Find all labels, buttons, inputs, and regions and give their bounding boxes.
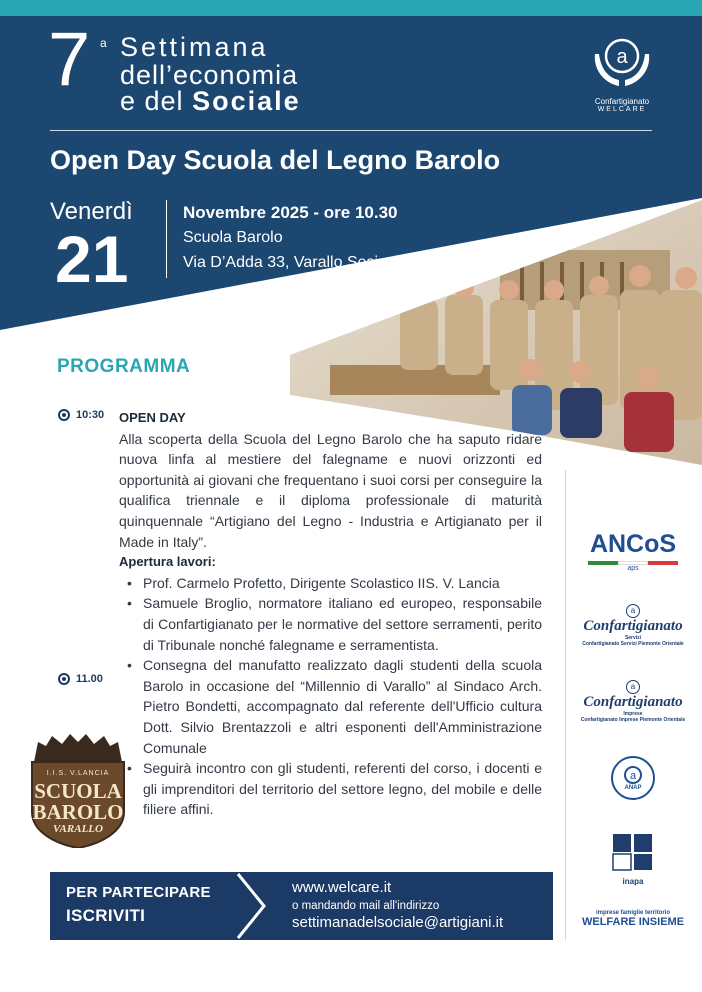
cta-line1: PER PARTECIPARE — [66, 884, 211, 901]
program-content — [119, 408, 542, 820]
time-slot-2-label: 11.00 — [76, 673, 103, 685]
title-line-3-bold: Sociale — [192, 86, 301, 116]
confartigianato-servizi-badge: Servizi — [624, 635, 642, 641]
school-logo-line3: BAROLO — [32, 800, 124, 824]
event-address: Via D’Adda 33, Varallo Sesia (VC) — [183, 254, 425, 271]
welcare-logo — [582, 32, 662, 113]
opening-subheading: Apertura lavori: — [119, 554, 216, 570]
anap-logo — [570, 756, 696, 800]
time-slot-1 — [58, 409, 104, 421]
list-item: • Seguirà incontro con gli studenti, referenti del corso, i docenti e gli imprenditori del territorio del settore legno, del mobile e delle filiere affini. — [119, 758, 542, 820]
list-item: • Consegna del manufatto realizzato dagli studenti della scuola Barolo in occasione del “Millennio di Varallo” al Sindaco Arch. Pietro Bondetti, accompagnato dal referente dell'Ufficio cultura Dott. Silvio Brentazzoli e altri esponenti dell'Amministrazione Comunale — [119, 655, 542, 758]
time-slot-1-label: 10:30 — [76, 409, 105, 421]
confartigianato-servizi-name: Confartigianato — [583, 618, 683, 634]
svg-text:a: a — [629, 770, 637, 782]
cta-line2: ISCRIVITI — [66, 906, 146, 925]
confartigianato-a-icon: a — [626, 604, 640, 618]
title-line-2: dell’economia — [120, 60, 299, 90]
clock-icon — [58, 409, 70, 421]
edition-number: 7 — [48, 17, 89, 102]
event-when: Novembre 2025 - ore 10.30 — [183, 203, 398, 222]
anap-a-icon — [613, 758, 653, 798]
scuola-barolo-logo — [28, 732, 128, 848]
ancos-sub: aps — [627, 565, 639, 572]
event-day: 21 — [55, 222, 129, 296]
date-separator — [166, 200, 167, 278]
cta-banner — [50, 872, 553, 940]
confartigianato-imprese-logo — [570, 680, 696, 723]
ancos-logo — [570, 530, 696, 572]
clock-icon — [58, 673, 70, 685]
edition-superscript: a — [100, 36, 107, 50]
welcare-logo-tagline: WELCARE — [597, 106, 647, 113]
event-info — [183, 200, 424, 275]
welfare-insieme-logo — [570, 910, 696, 928]
title-line-3 — [120, 86, 301, 117]
cta-or-text: o mandando mail all'indirizzo — [292, 900, 440, 912]
slot-1-description: Alla scoperta della Scuola del Legno Barolo che ha saputo ridare nuova linfa al mestiere del falegname e nuovi orizzonti ed opportunità ai giovani che frequentano i suoi corsi per conseguire la qualifica triennale e il diploma professionale di maturità quinquennale “Artigiano del Legno - Industria e Artigianato per il Made in Italy”. — [119, 430, 542, 550]
slot-1-title: OPEN DAY — [119, 410, 186, 425]
anap-circle-icon — [611, 756, 655, 800]
time-slot-2 — [58, 673, 103, 685]
inapa-name: inapa — [622, 877, 644, 886]
confartigianato-servizi-logo — [570, 604, 696, 647]
event-weekday: Venerdì — [50, 198, 133, 225]
school-logo-line4: VARALLO — [53, 823, 103, 835]
school-logo-line2: SCUOLA — [34, 779, 122, 803]
event-title: Open Day Scuola del Legno Barolo — [50, 145, 501, 175]
inapa-logo — [570, 832, 696, 886]
top-strip — [0, 0, 702, 16]
welcare-logo-name: Confartigianato — [594, 97, 650, 106]
confartigianato-imprese-name: Confartigianato — [583, 694, 683, 710]
confartigianato-imprese-badge: Imprese — [623, 711, 643, 717]
ancos-name: ANCoS — [589, 530, 677, 558]
list-item: • Samuele Broglio, normatore italiano ed europeo, responsabile di Confartigianato per le normative del settore serramenti, perito di Tribunale nonché falegname e serramentista. — [119, 593, 542, 655]
list-item: • Prof. Carmelo Profetto, Dirigente Scolastico IIS. V. Lancia — [119, 573, 542, 594]
sponsor-divider — [565, 470, 566, 940]
hands-a-icon — [589, 32, 655, 90]
anap-name: ANAP — [624, 785, 642, 791]
welfare-line1: imprese famiglie territorio — [595, 910, 671, 916]
header-divider — [50, 130, 652, 131]
confartigianato-imprese-sub: Confartigianato Imprese Piemonte Orientale — [580, 717, 686, 723]
chevron-right-icon — [230, 872, 270, 940]
cta-email-link[interactable]: settimanadelsociale@artigiani.it — [292, 914, 504, 931]
speakers-list — [119, 573, 542, 820]
confartigianato-a-icon: a — [626, 680, 640, 694]
cta-website-link[interactable]: www.welcare.it — [292, 879, 392, 896]
school-logo-line1: I.I.S. V.LANCIA — [46, 770, 110, 777]
inapa-squares-icon — [610, 832, 656, 872]
title-line-1: Settimana — [120, 32, 269, 62]
welfare-line2: WELFARE INSIEME — [581, 916, 685, 928]
title-line-3-prefix: e del — [120, 86, 193, 116]
programma-heading: PROGRAMMA — [57, 356, 191, 377]
event-venue: Scuola Barolo — [183, 229, 283, 246]
svg-text:a: a — [616, 46, 628, 68]
confartigianato-servizi-sub: Confartigianato Servizi Piemonte Orientale — [582, 641, 684, 647]
